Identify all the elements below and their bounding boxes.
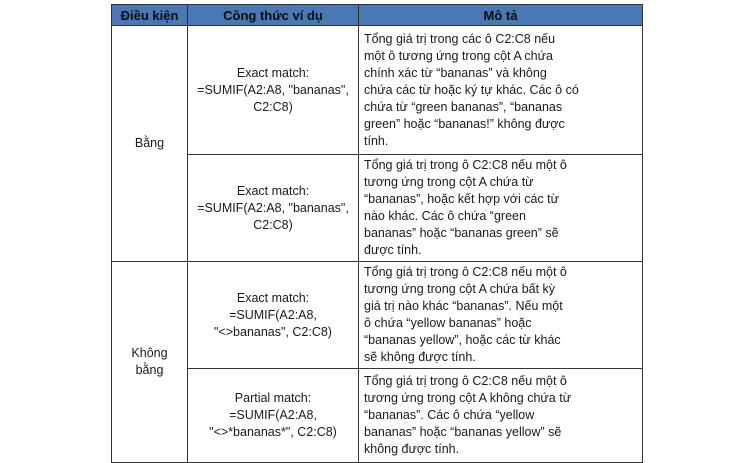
condition-label: Không xyxy=(131,346,168,360)
formula-line: Partial match: xyxy=(234,391,312,405)
description-line: bananas” hoặc “bananas yellow” sẽ xyxy=(364,425,562,439)
description-line: Tổng giá trị trong ô C2:C8 nếu một ô xyxy=(364,158,567,172)
table-row xyxy=(112,262,643,369)
formula-line: Exact match: xyxy=(236,183,310,198)
description-cell xyxy=(359,262,643,369)
formula-line: =SUMIF(A2:A8, "bananas", xyxy=(197,82,349,97)
header-condition: Điều kiện xyxy=(112,5,188,26)
formula-line: C2:C8) xyxy=(253,217,293,232)
description-line: “bananas”, hoặc kết hợp với các từ xyxy=(364,192,559,206)
formula-line: "<>bananas", C2:C8) xyxy=(214,324,332,339)
description-line: một ô tương ứng trong cột A chứa xyxy=(364,48,553,63)
condition-label: Bằng xyxy=(134,136,165,150)
description-line: chứa từ “green bananas”, “bananas xyxy=(364,99,563,114)
description-line: được tính. xyxy=(364,243,422,257)
formula-line: Exact match: xyxy=(236,65,310,80)
condition-equal xyxy=(112,26,188,262)
header-formula: Công thức ví dụ xyxy=(188,5,359,26)
formula-line: "<>*bananas*", C2:C8) xyxy=(209,425,337,439)
formula-line: Exact match: xyxy=(236,290,310,305)
description-line: “bananas”. Các ô chứa “yellow xyxy=(364,408,535,422)
table-row xyxy=(112,155,643,262)
table-row xyxy=(112,26,643,155)
sumif-conditions-table xyxy=(111,4,643,463)
description-line: Tổng giá trị trong các ô C2:C8 nếu xyxy=(364,31,556,46)
formula-line: =SUMIF(A2:A8, "bananas", xyxy=(197,200,349,215)
formula-line: C2:C8) xyxy=(253,99,293,114)
description-line: sẽ không được tính. xyxy=(364,350,476,364)
condition-not-equal xyxy=(112,262,188,463)
formula-cell xyxy=(188,369,359,463)
formula-cell xyxy=(188,26,359,155)
description-line: không được tính. xyxy=(364,442,460,456)
description-line: giá trị nào khác “bananas”. Nếu một xyxy=(364,299,563,313)
description-line: tương ứng trong cột A chứa từ xyxy=(364,175,534,189)
description-line: “bananas yellow”, hoặc các từ khác xyxy=(364,333,561,347)
description-cell xyxy=(359,369,643,463)
condition-label: bằng xyxy=(135,363,164,377)
formula-cell xyxy=(188,262,359,369)
formula-cell xyxy=(188,155,359,262)
description-line: tính. xyxy=(364,133,389,148)
formula-line: =SUMIF(A2:A8, xyxy=(229,408,317,422)
description-cell xyxy=(359,155,643,262)
description-line: green” hoặc “bananas!” không được xyxy=(364,116,565,131)
description-cell xyxy=(359,26,643,155)
description-line: chính xác từ “bananas” và không xyxy=(364,65,547,80)
description-line: Tổng giá trị trong ô C2:C8 nếu một ô xyxy=(364,374,567,388)
sumif-table-wrapper xyxy=(111,4,643,463)
description-line: nào khác. Các ô chứa “green xyxy=(364,209,526,223)
formula-line: =SUMIF(A2:A8, xyxy=(229,307,317,322)
description-line: tương ứng trong cột A chứa bất kỳ xyxy=(364,282,556,296)
header-description: Mô tả xyxy=(359,5,643,26)
description-line: Tổng giá trị trong ô C2:C8 nếu một ô xyxy=(364,265,567,279)
table-row xyxy=(112,369,643,463)
header-row xyxy=(112,5,643,26)
description-line: chứa các từ hoặc ký tự khác. Các ô có xyxy=(364,82,579,97)
description-line: tương ứng trong cột A không chứa từ xyxy=(364,391,572,405)
description-line: bananas” hoặc “bananas green” sẽ xyxy=(364,226,559,240)
description-line: ô chứa “yellow bananas” hoặc xyxy=(364,316,532,330)
